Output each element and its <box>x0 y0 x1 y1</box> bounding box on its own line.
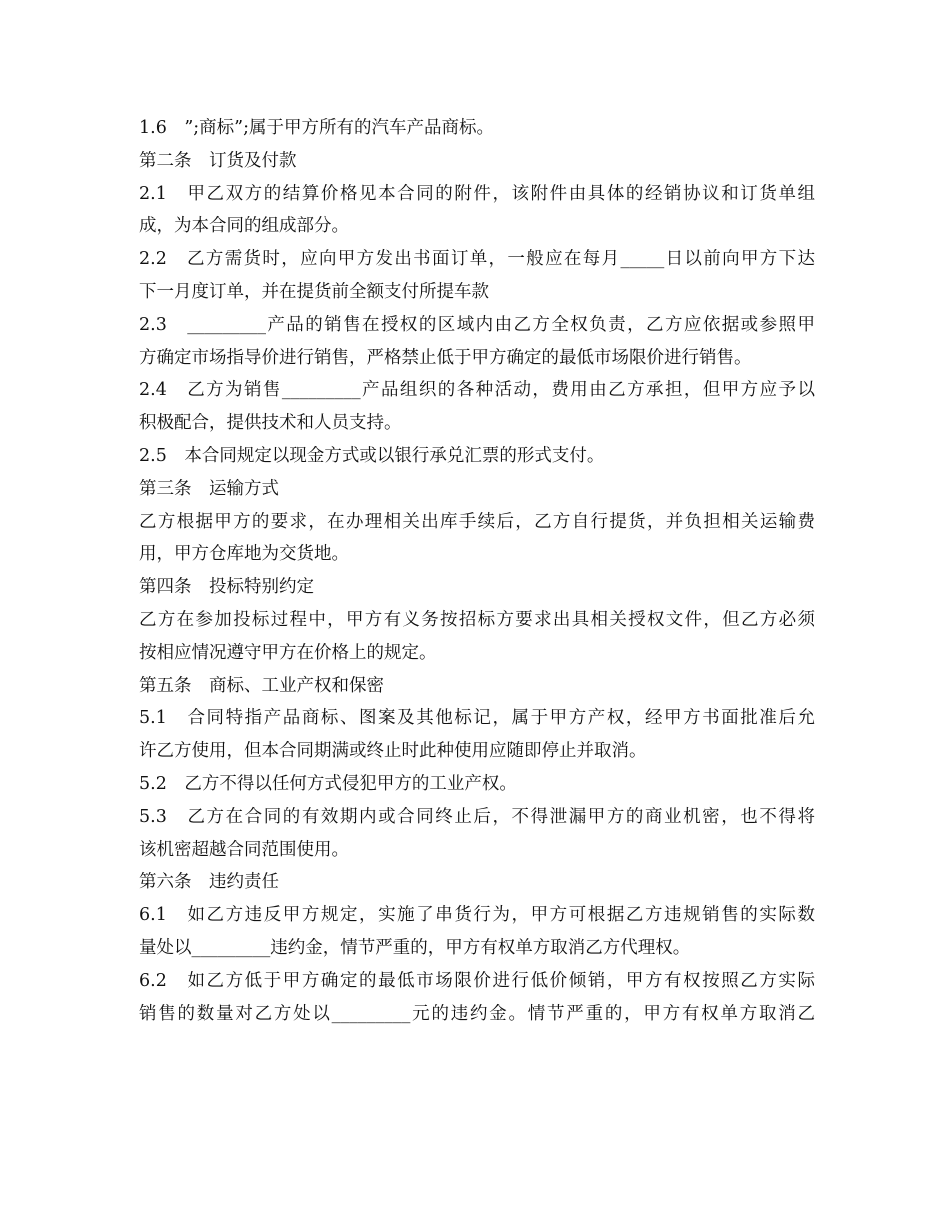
clause-6-2-line-1: 6.2 如乙方低于甲方确定的最低市场限价进行低价倾销，甲方有权按照乙方实际 <box>139 970 815 991</box>
article-6-heading: 第六条 违约责任 <box>139 872 279 893</box>
article-2-heading: 第二条 订货及付款 <box>139 150 297 171</box>
clause-2-2-line-2: 下一月度订单，并在提货前全额支付所提车款 <box>139 281 489 302</box>
clause-2-3-line-1: 2.3 _________产品的销售在授权的区域内由乙方全权负责，乙方应依据或参照甲 <box>139 314 815 335</box>
clause-2-4-line-2: 积极配合，提供技术和人员支持。 <box>139 413 402 434</box>
clause-2-2-line-1: 2.2 乙方需货时，应向甲方发出书面订单，一般应在每月_____日以前向甲方下达 <box>139 249 815 270</box>
document-body <box>139 112 815 1030</box>
clause-1-6: 1.6 ”;商标”;属于甲方所有的汽车产品商标。 <box>139 118 495 138</box>
article-5-heading: 第五条 商标、工业产权和保密 <box>139 675 384 696</box>
article-3-line-1: 乙方根据甲方的要求，在办理相关出库手续后，乙方自行提货，并负担相关运输费 <box>139 511 815 532</box>
clause-5-3-line-2: 该机密超越合同范围使用。 <box>139 839 349 860</box>
article-4-heading: 第四条 投标特别约定 <box>139 577 314 598</box>
clause-5-3-line-1: 5.3 乙方在合同的有效期内或合同终止后，不得泄漏甲方的商业机密，也不得将 <box>139 806 815 827</box>
clause-2-1-line-2: 成，为本合同的组成部分。 <box>139 216 349 237</box>
clause-2-3-line-2: 方确定市场指导价进行销售，严格禁止低于甲方确定的最低市场限价进行销售。 <box>139 347 752 368</box>
clause-2-4-line-1: 2.4 乙方为销售_________产品组织的各种活动，费用由乙方承担，但甲方应予以 <box>139 380 815 401</box>
article-3-heading: 第三条 运输方式 <box>139 478 279 499</box>
article-3-line-2: 用，甲方仓库地为交货地。 <box>139 544 349 565</box>
article-4-line-2: 按相应情况遵守甲方在价格上的规定。 <box>139 642 437 663</box>
clause-2-1-line-1: 2.1 甲乙双方的结算价格见本合同的附件，该附件由具体的经销协议和订货单组 <box>139 183 815 204</box>
article-4-line-1: 乙方在参加投标过程中，甲方有义务按招标方要求出具相关授权文件，但乙方必须 <box>139 609 815 630</box>
clause-5-2: 5.2 乙方不得以任何方式侵犯甲方的工业产权。 <box>139 773 517 794</box>
clause-5-1-line-1: 5.1 合同特指产品商标、图案及其他标记，属于甲方产权，经甲方书面批准后允 <box>139 708 815 729</box>
clause-6-2-line-2: 销售的数量对乙方处以_________元的违约金。情节严重的，甲方有权单方取消乙 <box>139 1003 815 1024</box>
clause-6-1-line-2: 量处以_________违约金，情节严重的，甲方有权单方取消乙方代理权。 <box>139 937 691 958</box>
clause-2-5: 2.5 本合同规定以现金方式或以银行承兑汇票的形式支付。 <box>139 445 605 466</box>
clause-5-1-line-2: 许乙方使用，但本合同期满或终止时此种使用应随即停止并取消。 <box>139 741 647 762</box>
clause-6-1-line-1: 6.1 如乙方违反甲方规定，实施了串货行为，甲方可根据乙方违规销售的实际数 <box>139 905 815 926</box>
